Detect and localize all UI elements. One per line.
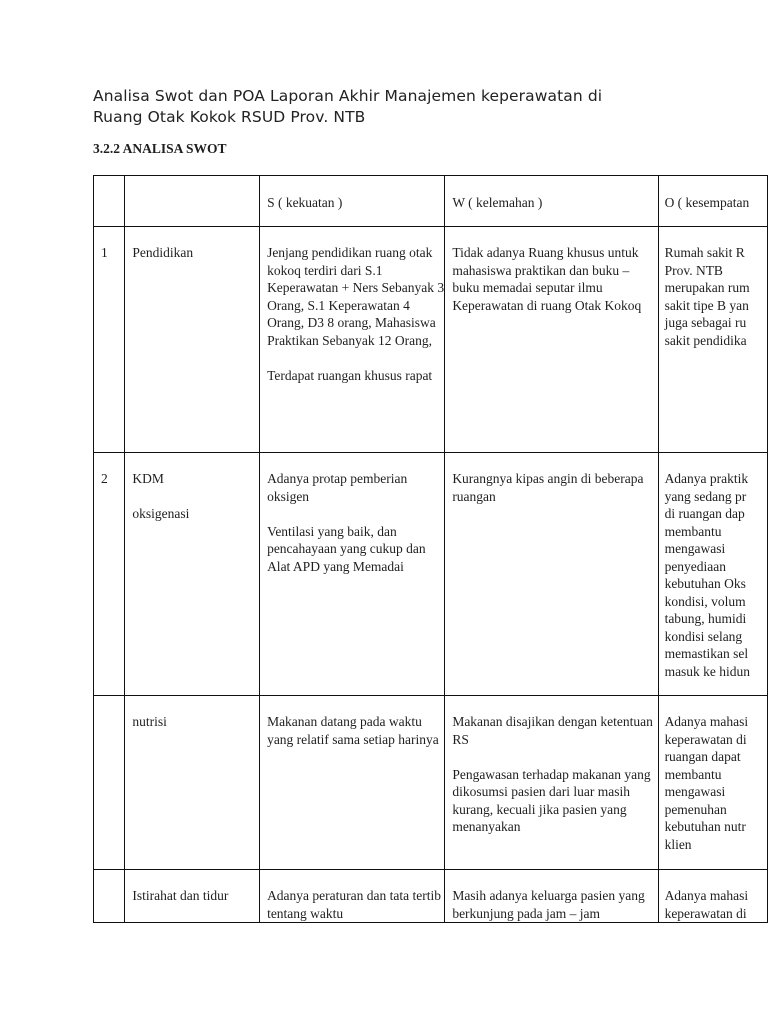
- opportunity-line: keperawatan di: [664, 905, 747, 921]
- opportunity-line: merupakan rum: [664, 280, 750, 295]
- strength-text: Terdapat ruangan khusus rapat: [267, 367, 433, 383]
- opportunity-line: Rumah sakit R: [664, 245, 745, 260]
- topic-label: Istirahat dan tidur: [132, 888, 229, 903]
- weakness-cell: [445, 453, 658, 696]
- header-strength: S ( kekuatan ): [260, 176, 445, 227]
- weakness-cell: [445, 870, 658, 923]
- opportunity-line: masuk ke hidun: [664, 663, 751, 679]
- opportunity-line: ruangan dapat: [664, 749, 741, 764]
- subtopic-label: oksigenasi: [132, 506, 190, 521]
- strength-text: Jenjang pendidikan ruang otak kokoq terdiri dari S.1 Keperawatan + Ners Sebanyak 3 Orang, S.1 Keperawatan 4 Orang, D3 8 orang, Mahasiswa Praktikan Sebanyak 12 Orang,: [267, 245, 445, 348]
- opportunity-line: membantu: [664, 523, 722, 539]
- weakness-cell: [445, 696, 658, 870]
- opportunity-line: Adanya mahasi: [664, 714, 749, 729]
- opportunity-line: klien: [664, 836, 692, 852]
- weakness-text: Makanan disajikan dengan ketentuan RS: [452, 714, 653, 747]
- opportunity-line: kondisi, volum: [664, 593, 746, 609]
- strength-text: Makanan datang pada waktu yang relatif sama setiap harinya: [267, 714, 439, 747]
- opportunity-line: pemenuhan: [664, 801, 727, 817]
- topic-label: nutrisi: [132, 714, 167, 729]
- opportunity-line: mengawasi: [664, 541, 726, 556]
- topic-cell: [125, 453, 260, 696]
- header-no: [94, 176, 125, 227]
- opportunity-line: juga sebagai ru: [664, 315, 747, 330]
- document-title: [93, 86, 733, 128]
- row-number-cell: 2: [94, 453, 125, 696]
- opportunity-cell: [658, 870, 767, 923]
- strength-text: Adanya peraturan dan tata tertib tentang waktu: [267, 888, 441, 921]
- strength-cell: [260, 870, 445, 923]
- row-number-cell: [94, 870, 125, 923]
- document-title-line-2: Ruang Otak Kokok RSUD Prov. NTB: [93, 108, 366, 126]
- strength-cell: [260, 453, 445, 696]
- topic-label: Pendidikan: [132, 245, 194, 260]
- opportunity-line: Prov. NTB: [664, 262, 723, 278]
- row-number-cell: 1: [94, 227, 125, 453]
- topic-cell: [125, 227, 260, 453]
- weakness-text: Pengawasan terhadap makanan yang dikosumsi pasien dari luar masih kurang, kecuali jika pasien yang menanyakan: [452, 766, 651, 834]
- opportunity-line: di ruangan dap: [664, 506, 745, 521]
- table-row: [94, 696, 768, 870]
- opportunity-line: Adanya mahasi: [664, 888, 749, 903]
- weakness-cell: [445, 227, 658, 453]
- opportunity-line: membantu: [664, 766, 722, 782]
- opportunity-line: kebutuhan nutr: [664, 819, 746, 834]
- document-title-line-1: Analisa Swot dan POA Laporan Akhir Manajemen keperawatan di: [93, 87, 603, 105]
- opportunity-line: yang sedang pr: [664, 488, 747, 504]
- opportunity-line: mengawasi: [664, 784, 726, 799]
- weakness-text: Masih adanya keluarga pasien yang berkunjung pada jam – jam: [452, 888, 645, 921]
- topic-label: KDM: [132, 471, 164, 486]
- strength-cell: [260, 696, 445, 870]
- topic-cell: [125, 870, 260, 923]
- opportunity-line: tabung, humidi: [664, 611, 747, 626]
- row-number-cell: [94, 696, 125, 870]
- opportunity-line: sakit pendidika: [664, 332, 747, 348]
- strength-text: Adanya protap pemberian oksigen: [267, 471, 408, 504]
- table-row: [94, 870, 768, 923]
- swot-table: [93, 175, 768, 923]
- opportunity-line: memastikan sel: [664, 646, 749, 661]
- table-row: [94, 227, 768, 453]
- table-header-row: [94, 176, 768, 227]
- opportunity-cell: [658, 453, 767, 696]
- header-opportunity: O ( kesempatan: [658, 176, 767, 227]
- opportunity-line: kebutuhan Oks: [664, 576, 746, 591]
- topic-cell: [125, 696, 260, 870]
- strength-cell: [260, 227, 445, 453]
- table-row: [94, 453, 768, 696]
- opportunity-line: sakit tipe B yan: [664, 297, 749, 313]
- section-heading: 3.2.2 ANALISA SWOT: [93, 141, 227, 156]
- opportunity-line: keperawatan di: [664, 731, 747, 747]
- opportunity-line: kondisi selang: [664, 628, 743, 644]
- weakness-text: Kurangnya kipas angin di beberapa ruangan: [452, 471, 644, 504]
- opportunity-cell: [658, 227, 767, 453]
- opportunity-line: Adanya praktik: [664, 471, 749, 486]
- opportunity-cell: [658, 696, 767, 870]
- header-topic: [125, 176, 260, 227]
- strength-text: Ventilasi yang baik, dan pencahayaan yang cukup dan Alat APD yang Memadai: [267, 523, 426, 574]
- header-weakness: W ( kelemahan ): [445, 176, 658, 227]
- opportunity-line: penyediaan: [664, 558, 727, 574]
- weakness-text: Tidak adanya Ruang khusus untuk mahasiswa praktikan dan buku – buku memadai seputar ilmu Keperawatan di ruang Otak Kokoq: [452, 245, 642, 313]
